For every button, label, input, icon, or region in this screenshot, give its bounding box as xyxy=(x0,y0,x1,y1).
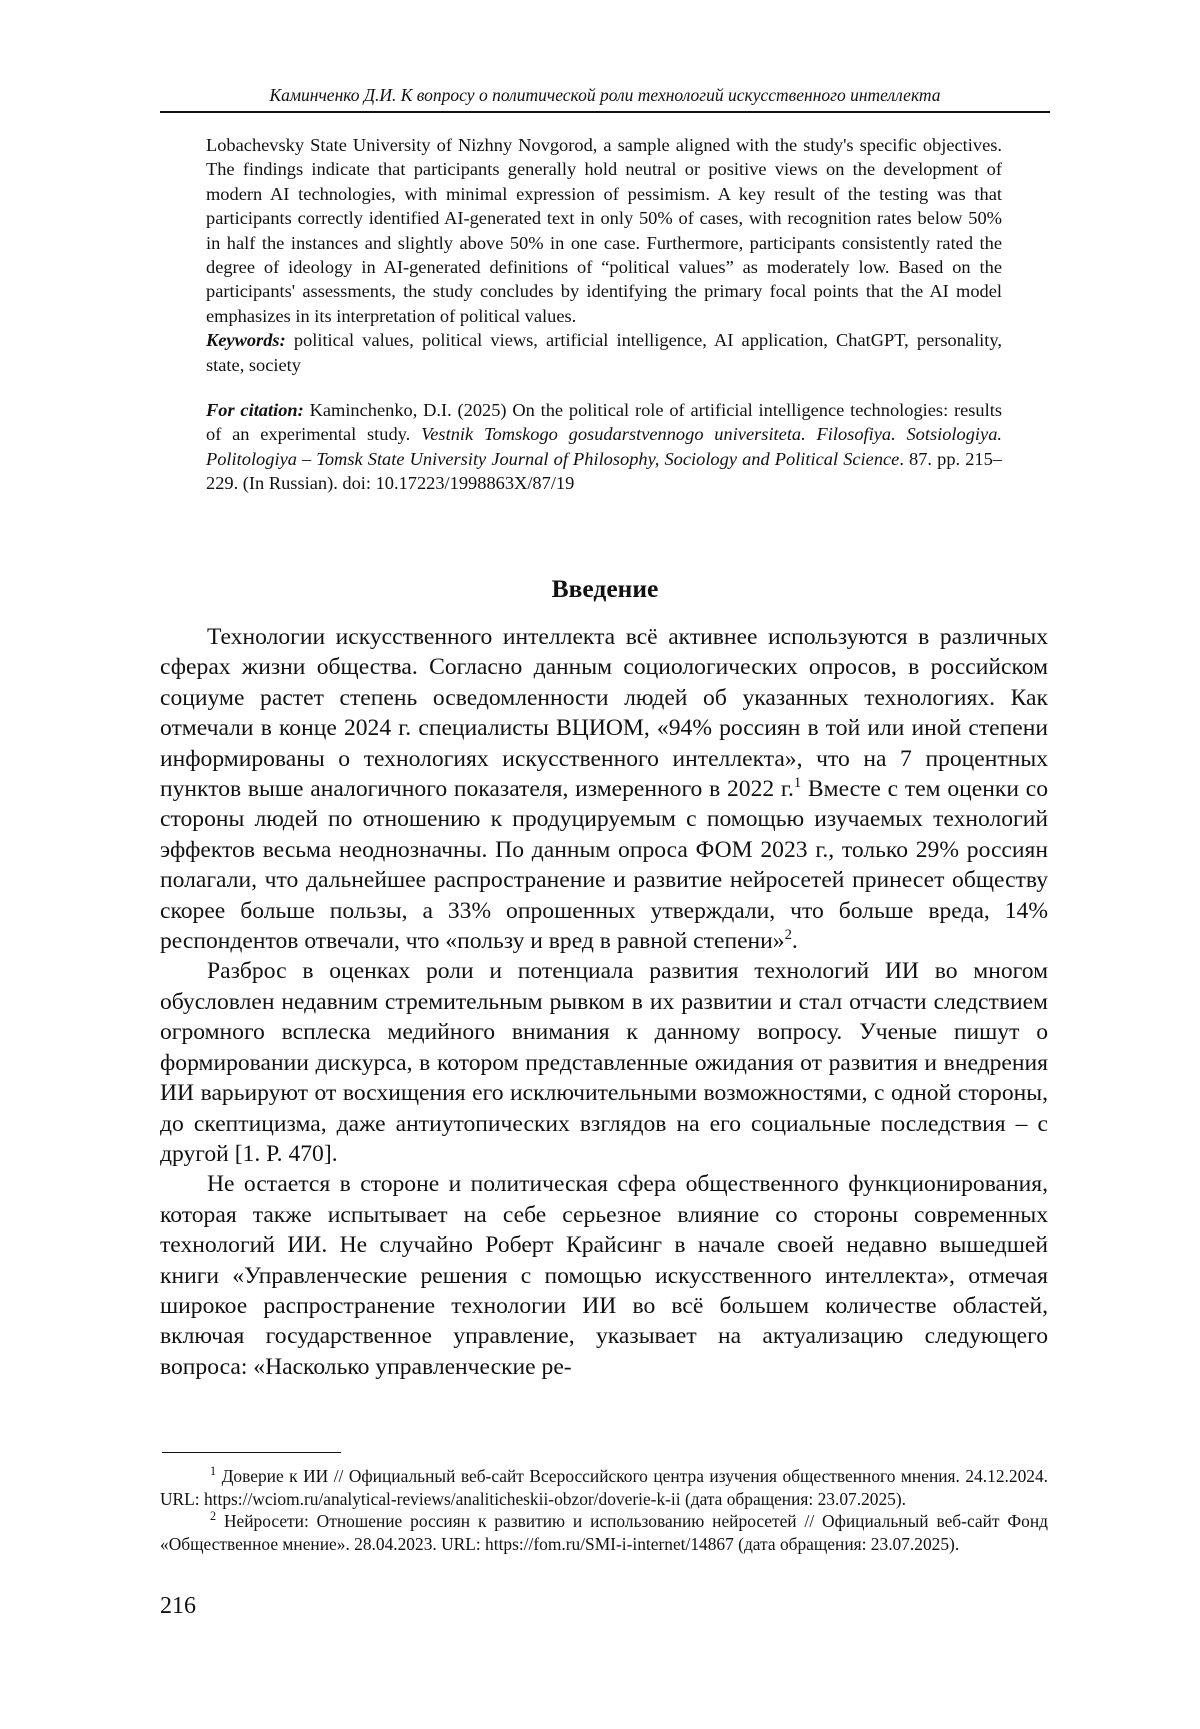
footnote-ref-1: 1 xyxy=(793,775,802,792)
keywords-text: political values, political views, artificial intelligence, AI application, ChatGPT, personality, state, society xyxy=(206,330,1002,375)
keywords-label: Keywords: xyxy=(206,330,286,351)
footnote-2 xyxy=(160,1510,1048,1555)
abstract-block xyxy=(206,133,1002,496)
footnote-1-text: Доверие к ИИ // Официальный веб-сайт Всероссийского центра изучения общественного мнения. 24.12.2024. URL: https://wciom.ru/analytical-reviews/analiticheskii-obzor/doverie-k-ii (дата обращения: 23.07.2025). xyxy=(160,1466,1048,1509)
citation-text-part2: . 87. pp. 215–229. (In Russian). doi: 10.17223/1998863X/87/19 xyxy=(206,448,1002,494)
footnote-separator xyxy=(162,1452,341,1453)
citation-journal: Vestnik Tomskogo gosudarstvennogo universiteta. Filosofiya. Sotsiologiya. Politologiya – Tomsk State University Journal of Philosophy, Sociology and Political Science xyxy=(206,424,1002,469)
paragraph-1-part-c: . xyxy=(791,928,798,955)
paragraph-1 xyxy=(160,622,1048,956)
running-head: Каминченко Д.И. К вопросу о политической роли технологий искусственного интеллекта xyxy=(269,85,941,105)
header-rule xyxy=(160,111,1050,113)
citation-label: For citation: xyxy=(206,400,304,421)
abstract-text: Lobachevsky State University of Nizhny Novgorod, a sample aligned with the study's specific objectives. The findings indicate that participants generally hold neutral or positive views on the development of modern AI technologies, with minimal expression of pessimism. A key result of the testing was that participants correctly identified AI-generated text in only 50% of cases, with recognition rates below 50% in half the instances and slightly above 50% in one case. Furthermore, participants consistently rated the degree of ideology in AI-generated definitions of “political values” as moderately low. Based on the participants' assessments, the study concludes by identifying the primary focal points that the AI model emphasizes in its interpretation of political values. xyxy=(206,135,1002,326)
footnote-ref-2: 2 xyxy=(784,927,792,944)
paragraph-2: Разброс в оценках роли и потенциала развития технологий ИИ во многом обусловлен недавним стремительным рывком в их развитии и стал отчасти следствием огромного всплеска медийного внимания к данному вопросу. Ученые пишут о формировании дискурса, в котором представленные ожидания от развития и внедрения ИИ варьируют от восхищения его исключительными возможностями, с одной стороны, до скептицизма, даже антиутопических взглядов на его социальные последствия – с другой [1. P. 470]. xyxy=(160,958,1048,1167)
citation-text-part1: Kaminchenko, D.I. (2025) On the political role of artificial intelligence technologies: results of an experimental study. xyxy=(206,400,1002,445)
paragraph-1-part-b: Вместе с тем оценки со стороны людей по отношению к продуцируемым с помощью изучаемых технологий эффектов весьма неоднозначны. По данным опроса ФОМ 2023 г., только 29% россиян полагали, что дальнейшее распространение и развитие нейросетей принесет обществу скорее больше пользы, а 33% опрошенных утверждали, что больше вреда, 14% респондентов отвечали, что «пользу и вред в равной степени» xyxy=(160,776,1048,955)
citation-line xyxy=(206,398,1002,496)
footnote-1 xyxy=(160,1465,1048,1510)
page-number: 216 xyxy=(160,1593,196,1619)
paragraph-1-part-a: Технологии искусственного интеллекта всё активнее используются в различных сферах жизни общества. Согласно данным социологических опросов, в российском социуме растет степень осведомленности людей об указанных технологиях. Как отмечали в конце 2024 г. специалисты ВЦИОМ, «94% россиян в той или иной степени информированы о технологиях искусственного интеллекта», что на 7 процентных пунктов выше аналогичного показателя, измеренного в 2022 г. xyxy=(160,624,1048,803)
footnotes xyxy=(160,1465,1048,1555)
keywords-line xyxy=(206,328,1002,377)
paragraph-3: Не остается в стороне и политическая сфера общественного функционирования, которая также испытывает на себе серьезное влияние со стороны современных технологий ИИ. Не случайно Роберт Крайсинг в начале своей недавно вышедшей книги «Управленческие решения с помощью искусственного интеллекта», отмечая широкое распространение технологии ИИ во всё большем количестве областей, включая государственное управление, указывает на актуализацию следующего вопроса: «Насколько управленческие ре- xyxy=(160,1171,1048,1380)
section-title: Введение xyxy=(551,574,659,603)
footnote-2-text: Нейросети: Отношение россиян к развитию и использованию нейросетей // Официальный веб-сайт Фонд «Общественное мнение». 28.04.2023. URL: https://fom.ru/SMI-i-internet/14867 (дата обращения: 23.07.2025). xyxy=(160,1511,1048,1554)
footnote-1-mark: 1 xyxy=(210,1464,217,1479)
body-text xyxy=(160,622,1048,1382)
footnote-2-mark: 2 xyxy=(210,1509,217,1524)
